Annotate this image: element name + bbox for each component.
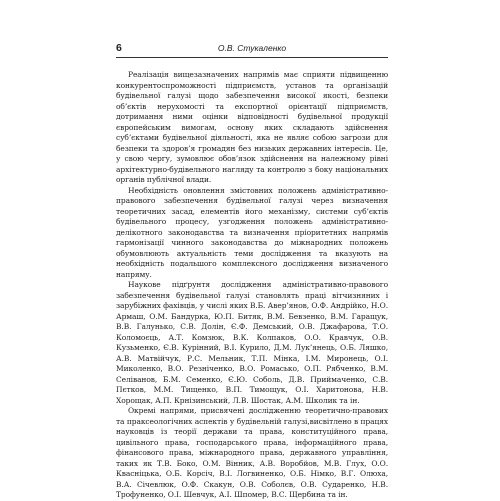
page-number: 6 [116, 42, 122, 54]
paragraph-implementation: Реалізація вищезазначених напрямів має сприяти підвищенню конкурентоспроможності підприємств, установ та організацій будівельної галузі щодо забезпечення високої якості, безпеки об’єктів нерухомості та експортної орієнтації підприємств, дотримання ними оцінки відповідності будівельної продукції європейським вимогам, основу яких складають здійснення суб’єктами будівельної діяльності, яка не являє собою загрози для безпеки та здоров’я громадян без низьких державних інтересів. Це, у свою чергу, зумовлює обов’язок здійснення на належному рівні архітектурно-будівельного нагляду та контролю з боку національних органів публічної влади. [116, 70, 388, 184]
paragraph-scholars: Наукове підґрунтя дослідження адміністративно-правового забезпечення будівельної галузі становлять праці вітчизняних і зарубіжних фахівців, у числі яких В.Б. Авер’янов, О.Ф. Андрійко, Н.О. Армаш, О.М. Бандурка, Ю.П. Битяк, В.М. Бевзенко, В.М. Гаращук, В.В. Галунько, С.В. Долін, Є.Ф. Демський, О.В. Джафарова, Т.О. Коломоєць, А.Т. Комзюк, В.К. Колпаков, О.О. Кравчук, О.В. Кузьменко, Є.В. Курінний, В.І. Курило, Д.М. Лук’янець, О.Б. Ляшко, А.В. Матвійчук, Р.С. Мельник, Т.П. Мінка, І.М. Миронець, О.І. Миколенко, В.О. Резніченко, В.О. Ромасько, О.П. Рябченко, В.М. Селіванов, Б.М. Семенко, Є.Ю. Соболь, Д.В. Приймаченко, С.В. Пєтков, М.М. Тищенко, В.П. Тимощук, О.І. Харитонова, Н.В. Хорощак, А.П. Крнізинський, Л.В. Шостак, А.М. Школик та ін. [116, 280, 388, 405]
paragraph-relevance: Необхідність оновлення змістовних положень адміністративно-правового забезпечення будівельної галузі через визначення теоретичних засад, елементів його механізму, системи суб’єктів будівельного процесу, узгодження положень адміністративно-делікотного законодавства та визначення пріоритетних напрямів гармонізації чинного законодавства до міжнародних положень обумовлюють актуальність теми дослідження та вказують на необхідність подальшого комплексного дослідження визначеного напряму. [116, 185, 388, 279]
body-text [116, 70, 388, 501]
running-header-author: О.В. Стукаленко [217, 43, 287, 53]
paragraph-related-fields: Окремі напрями, присвячені дослідженню теоретично-правових та праксеологічних аспектів у будівельній галузі,висвітлено в працях науковців із теорії держави та права, конституційного права, цивільного права, господарського права, інформаційного права, фінансового права, міжнародного права, державного управління, таких як Т.В. Боко, О.М. Вінник, А.В. Воробйов, М.В. Глух, О.О. Квасніцька, О.Б. Корсіч, В.І. Логвиненко, О.Б. Німко, В.Г. Олюха, В.А. Січевлюк, О.Ф. Скакун, О.В. Соболєв, О.В. Сударенко, Н.В. Трофуненко, О.І. Шевчук, А.І. Шпомер, В.С. Щербина та ін. [116, 406, 388, 499]
page-header [116, 41, 388, 58]
